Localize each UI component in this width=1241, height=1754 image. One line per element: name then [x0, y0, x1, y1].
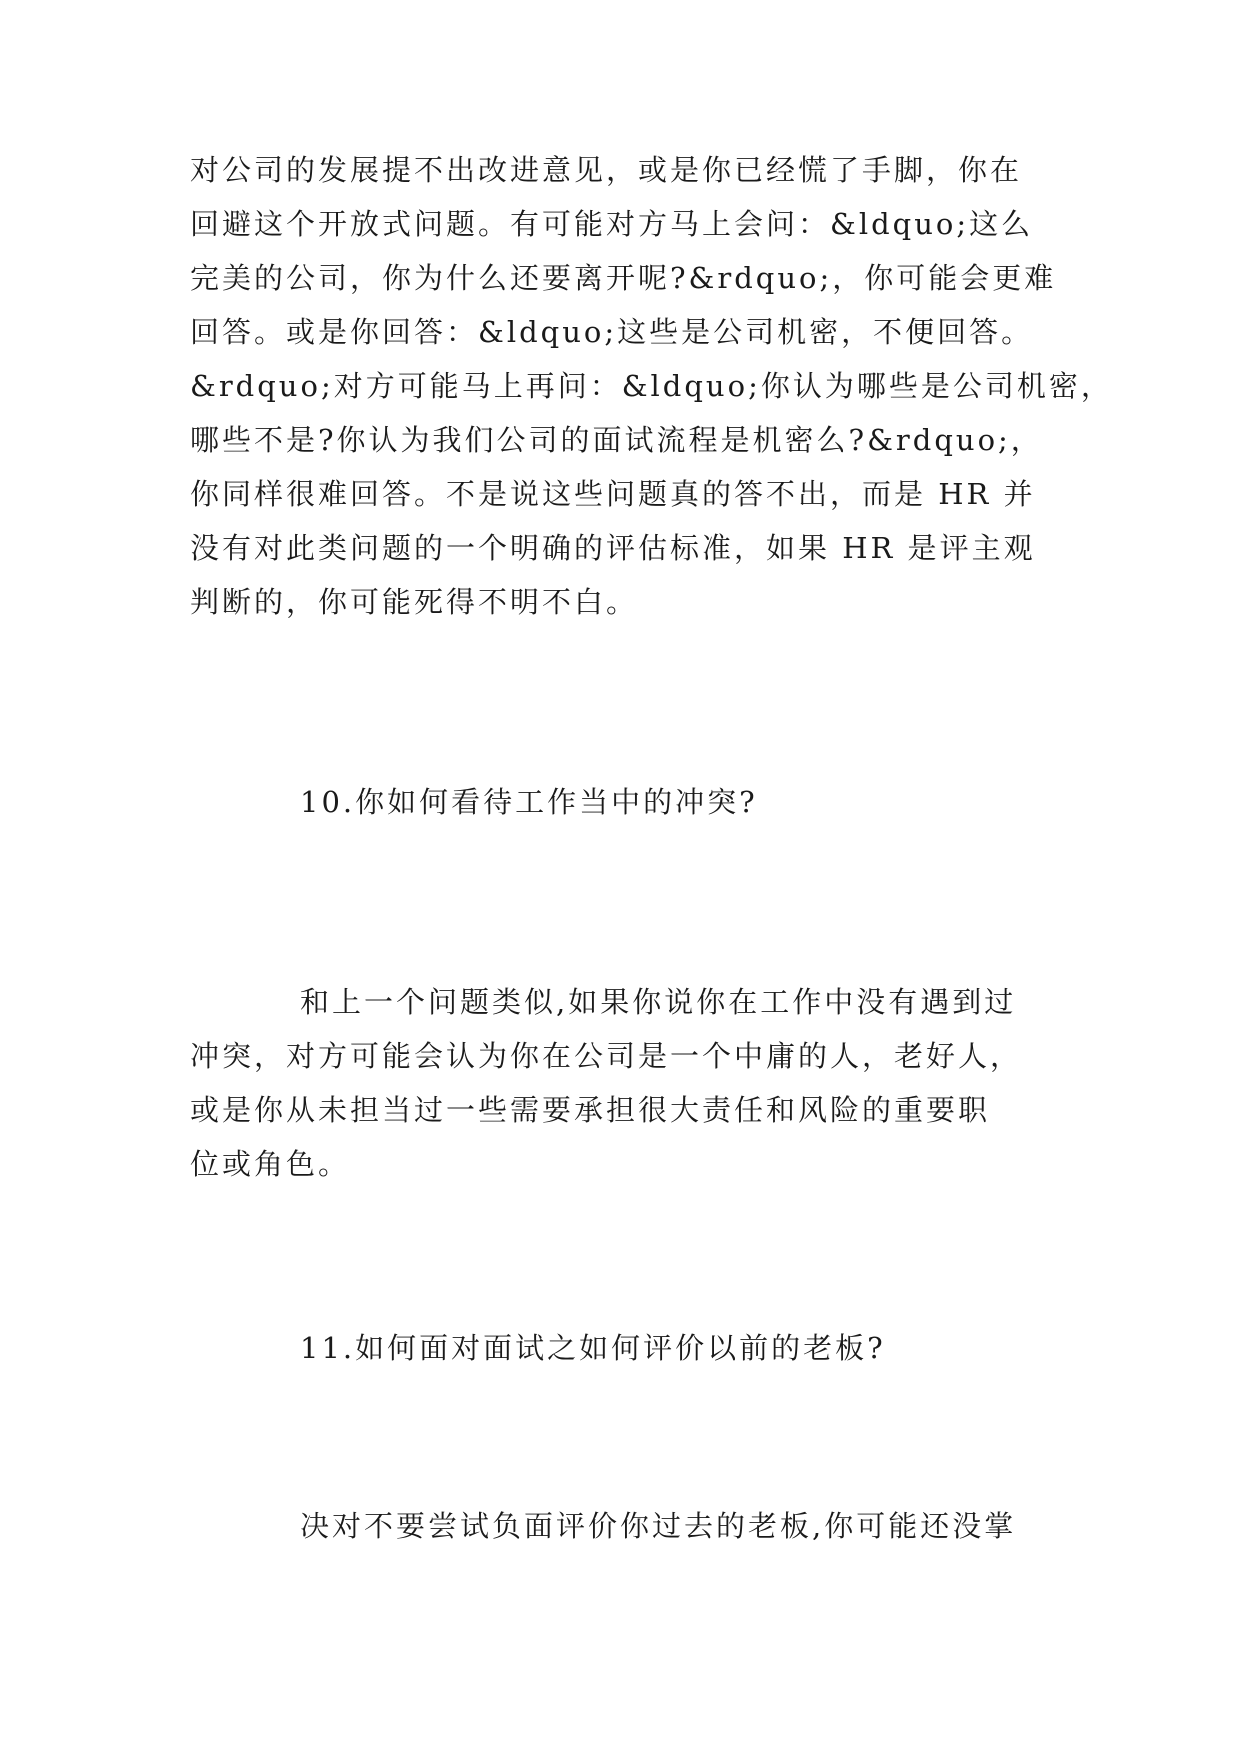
paragraph-2-line-3: 或是你从未担当过一些需要承担很大责任和风险的重要职	[190, 1093, 991, 1127]
paragraph-1-line-8: 没有对此类问题的一个明确的评估标准，如果 HR 是评主观	[190, 531, 1036, 565]
paragraph-1-line-7: 你同样很难回答。不是说这些问题真的答不出，而是 HR 并	[190, 477, 1036, 511]
paragraph-1-line-2: 回避这个开放式问题。有可能对方马上会问：&ldquo;这么	[190, 207, 1034, 241]
section-heading-11: 11.如何面对面试之如何评价以前的老板?	[300, 1331, 886, 1365]
paragraph-1-line-4: 回答。或是你回答：&ldquo;这些是公司机密，不便回答。	[190, 315, 1034, 349]
paragraph-2-line-1: 和上一个问题类似,如果你说你在工作中没有遇到过	[300, 985, 1017, 1019]
paragraph-1-line-9: 判断的，你可能死得不明不白。	[190, 585, 639, 619]
paragraph-1-line-1: 对公司的发展提不出改进意见，或是你已经慌了手脚，你在	[190, 153, 1023, 187]
paragraph-1-line-3: 完美的公司，你为什么还要离开呢?&rdquo;，你可能会更难	[190, 261, 1057, 295]
section-heading-10: 10.你如何看待工作当中的冲突?	[300, 785, 758, 819]
paragraph-1-line-6: 哪些不是?你认为我们公司的面试流程是机密么?&rdquo;，	[190, 423, 1043, 457]
paragraph-1-line-5: &rdquo;对方可能马上再问：&ldquo;你认为哪些是公司机密，	[190, 369, 1113, 403]
paragraph-2-line-2: 冲突，对方可能会认为你在公司是一个中庸的人，老好人，	[190, 1039, 1023, 1073]
paragraph-3-line-1: 决对不要尝试负面评价你过去的老板,你可能还没掌	[300, 1509, 1017, 1543]
paragraph-2-line-4: 位或角色。	[190, 1147, 351, 1181]
